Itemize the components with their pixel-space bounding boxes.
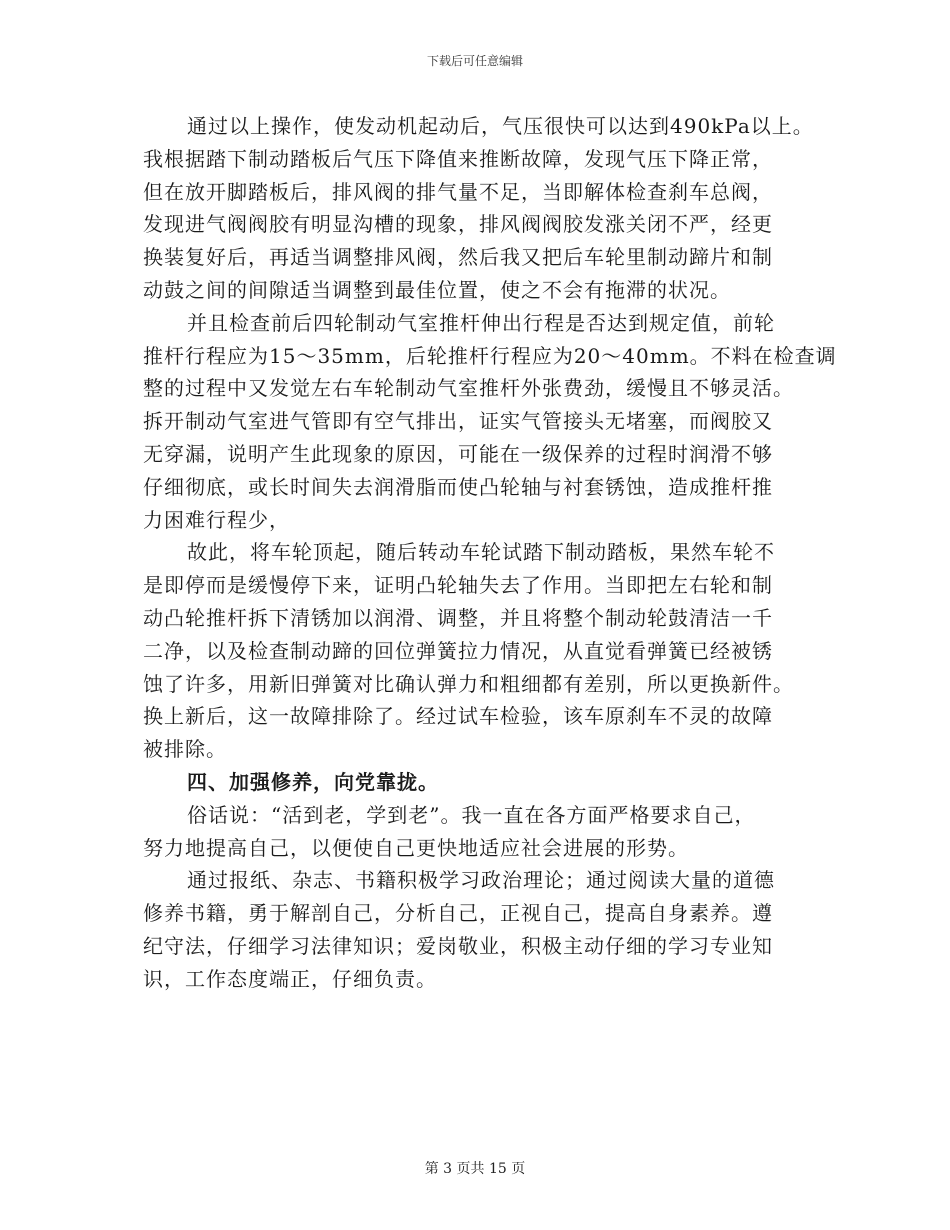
text-line: 故此，将车轮顶起，随后转动车轮试踏下制动踏板，果然车轮不 bbox=[187, 540, 775, 565]
text-line: 换上新后，这一故障排除了。经过试车检验，该车原刹车不灵的故障 bbox=[143, 704, 773, 729]
text-line: 但在放开脚踏板后，排风阀的排气量不足，当即解体检查刹车总阀， bbox=[143, 179, 773, 204]
text-line: 识，工作态度端正，仔细负责。 bbox=[143, 966, 437, 991]
text-line: 蚀了许多，用新旧弹簧对比确认弹力和粗细都有差别，所以更换新件。 bbox=[143, 671, 794, 696]
text-line: 纪守法，仔细学习法律知识；爱岗敬业，积极主动仔细的学习专业知 bbox=[143, 933, 773, 958]
text-line: 整的过程中又发觉左右车轮制动气室推杆外张费劲，缓慢且不够灵活。 bbox=[143, 376, 794, 401]
paragraph bbox=[143, 864, 833, 995]
page-number: 第 3 页共 15 页 bbox=[424, 1161, 526, 1177]
text-line: 修养书籍，勇于解剖自己，分析自己，正视自己，提高自身素养。遵 bbox=[143, 901, 773, 926]
text-line: 动鼓之间的间隙适当调整到最佳位置，使之不会有拖滞的状况。 bbox=[143, 277, 731, 302]
text-line: 我根据踏下制动踏板后气压下降值来推断故障，发现气压下降正常， bbox=[143, 146, 773, 171]
heading-text: 四、加强修养，向党靠拢。 bbox=[187, 769, 439, 794]
text-line: 努力地提高自己，以便使自己更快地适应社会进展的形势。 bbox=[143, 835, 689, 860]
text-line: 是即停而是缓慢停下来，证明凸轮轴失去了作用。当即把左右轮和制 bbox=[143, 573, 773, 598]
paragraph bbox=[143, 799, 833, 865]
document-body bbox=[143, 110, 837, 996]
text-line: 并且检查前后四轮制动气室推杆伸出行程是否达到规定值，前轮 bbox=[187, 310, 775, 335]
text-line: 力困难行程少， bbox=[143, 507, 290, 532]
text-line: 通过以上操作，使发动机起动后，气压很快可以达到490kPa以上。 bbox=[187, 114, 814, 138]
text-line: 发现进气阀阀胶有明显沟槽的现象，排风阀阀胶发涨关闭不严，经更 bbox=[143, 212, 773, 237]
text-line: 推杆行程应为15～35mm，后轮推杆行程应为20～40mm。不料在检查调 bbox=[143, 343, 837, 368]
paragraph bbox=[143, 307, 837, 537]
page-header: 下载后可任意编辑 bbox=[426, 54, 523, 68]
section-heading bbox=[143, 766, 833, 799]
text-line: 拆开制动气室进气管即有空气排出，证实气管接头无堵塞，而阀胶又 bbox=[143, 409, 773, 434]
paragraph bbox=[143, 536, 833, 766]
paragraph bbox=[143, 110, 833, 307]
text-line: 二净，以及检查制动蹄的回位弹簧拉力情况，从直觉看弹簧已经被锈 bbox=[143, 638, 773, 663]
text-line: 动凸轮推杆拆下清锈加以润滑、调整，并且将整个制动轮鼓清洁一千 bbox=[143, 605, 773, 630]
text-line: 通过报纸、杂志、书籍积极学习政治理论；通过阅读大量的道德 bbox=[187, 868, 775, 893]
text-line: 被排除。 bbox=[143, 737, 227, 762]
text-line: 俗话说：“活到老，学到老”。我一直在各方面严格要求自己， bbox=[187, 802, 756, 827]
text-line: 仔细彻底，或长时间失去润滑脂而使凸轮轴与衬套锈蚀，造成推杆推 bbox=[143, 474, 773, 499]
text-line: 无穿漏，说明产生此现象的原因，可能在一级保养的过程时润滑不够 bbox=[143, 441, 773, 466]
text-line: 换装复好后，再适当调整排风阀，然后我又把后车轮里制动蹄片和制 bbox=[143, 245, 773, 270]
